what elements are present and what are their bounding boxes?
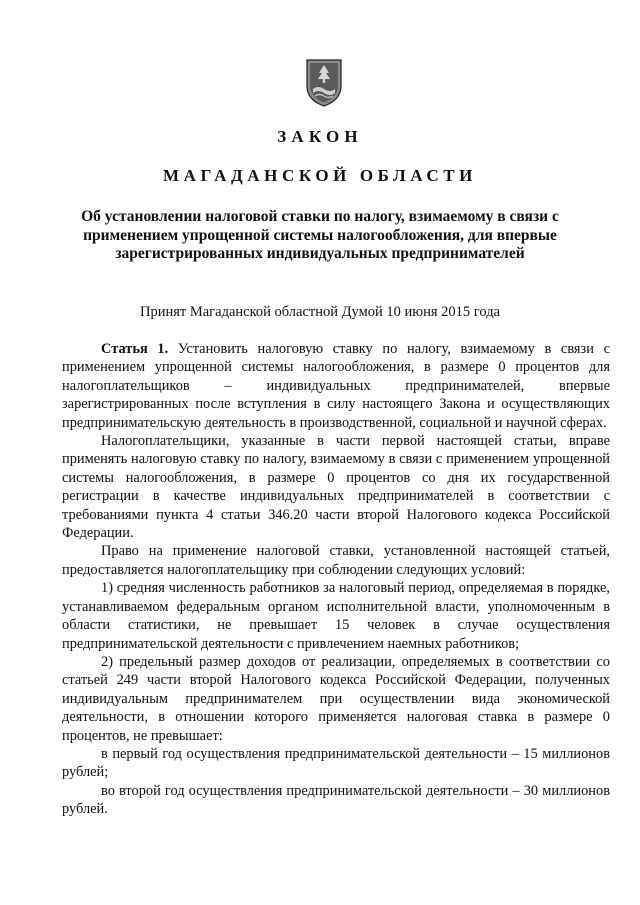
article-1-paragraph [62,340,610,432]
coat-of-arms-icon [304,56,344,108]
condition-item: 2) предельный размер доходов от реализации, определяемых в соответствии со статьей 249 части второй Налогового кодекса Российской Федерации, полученных индивидуальным предпринимателем при осуществлении вида экономической деятельности, в отношении которого применяется налоговая ставка в размере 0 процентов, не превышает: [62,653,610,744]
paragraph: Право на применение налоговой ставки, установленной настоящей статьей, предоставляется налогоплательщику при соблюдении следующих условий: [62,543,610,578]
income-limit-item: в первый год осуществления предпринимательской деятельности – 15 миллионов рублей; [62,745,610,781]
article-text: Установить налоговую ставку по налогу, взимаемому в связи с применением упрощенной системы налогообложения, в размере 0 процентов для налогоплательщиков – индивидуальных предпринимателей, впервые зарегистрированных после вступления в силу настоящего Закона и осуществляющих предпринимательскую деятельность в производственной, социальной и научной сферах. [62,341,610,431]
paragraph: Налогоплательщики, указанные в части первой настоящей статьи, вправе применять налоговую ставку по налогу, взимаемому в связи с применением упрощенной системы налогообложения, в размере 0 процентов со дня их государственной регистрации в качестве индивидуальных предпринимателей в соответствии с требованиями пункта 4 статьи 346.20 части второй Налогового кодекса Российской Федерации. [62,433,610,542]
law-title: ЗАКОН [277,127,363,146]
income-limit-item: во второй год осуществления предпринимательской деятельности – 30 миллионов рублей. [62,782,610,818]
adoption-line: Принят Магаданской областной Думой 10 июня 2015 года [139,304,501,320]
law-body [62,340,610,819]
region-title: МАГАДАНСКОЙ ОБЛАСТИ [162,166,477,185]
article-label: Статья 1. [101,341,169,357]
law-heading: Об установлении налоговой ставки по налогу, взимаемому в связи с применением упрощенной системы налогообложения, для впервые зарегистрированных индивидуальных предпринимателей [81,208,559,262]
condition-item: 1) средняя численность работников за налоговый период, определяемая в порядке, устанавливаемом федеральным органом исполнительной власти, уполномоченным в области статистики, не превышает 15 человек в случае осуществления предпринимательской деятельности с привлечением наемных работников; [62,580,610,652]
